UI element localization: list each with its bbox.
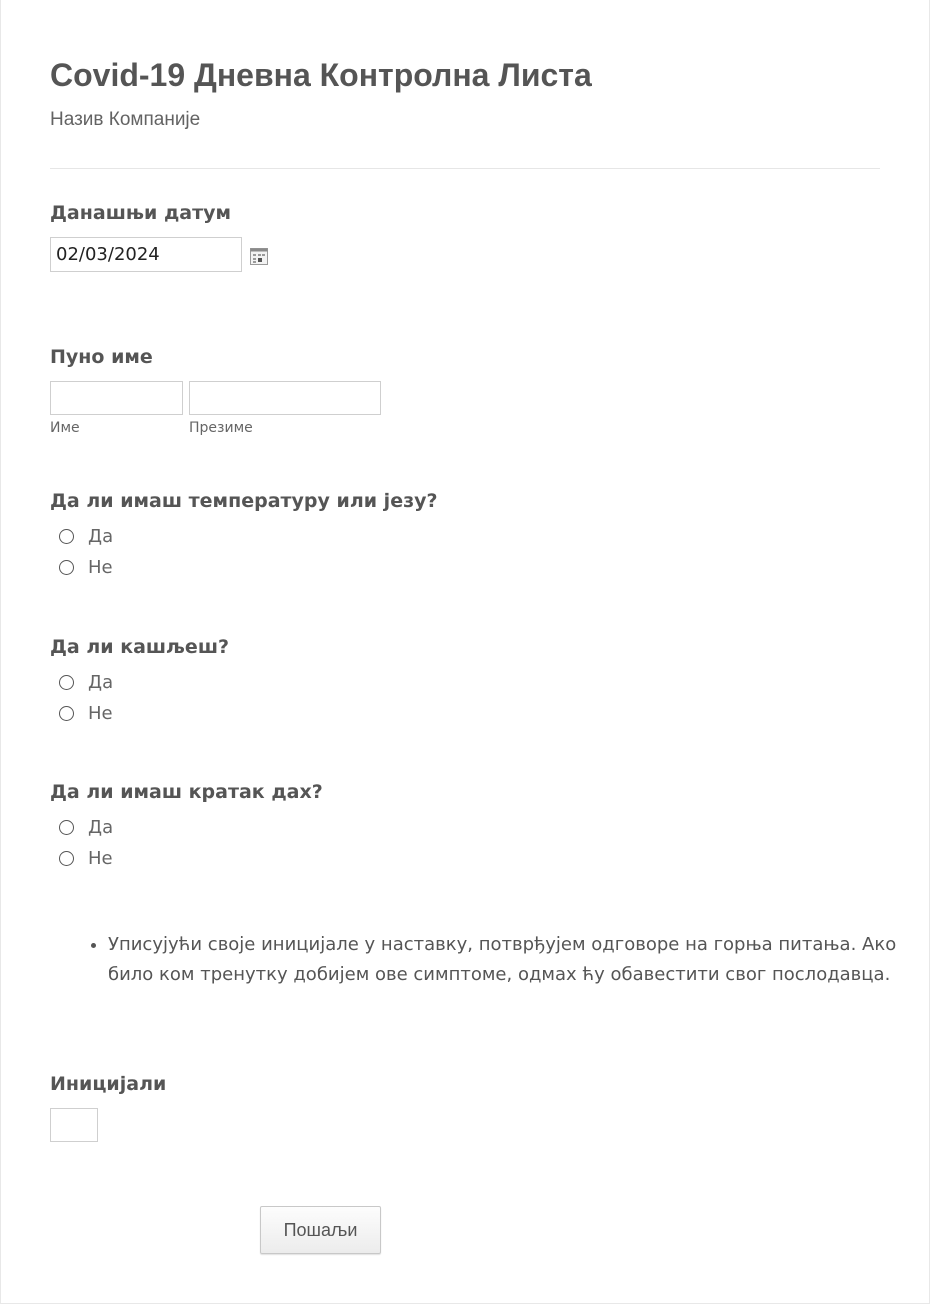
full-name-label: Пуно име	[50, 346, 153, 368]
initials-label: Иницијали	[50, 1073, 167, 1095]
form-header	[50, 56, 880, 132]
radio-breath-no[interactable]	[59, 847, 113, 869]
form-title: Covid-19 Дневна Контролна Листа	[50, 57, 592, 93]
radio-button[interactable]	[59, 820, 74, 835]
date-input[interactable]	[50, 237, 242, 272]
notice-text: • Уписујући своје иницијале у наставку, потврђујем одговоре на горња питања. Ако било ком тренутку добијем ове симптоме, одмах ћу обавестити свог послодавца.	[108, 930, 908, 990]
question-cough-label: Да ли кашљеш?	[50, 636, 230, 658]
radio-label: Не	[88, 847, 113, 869]
question-fever-label: Да ли имаш температуру или језу?	[50, 490, 438, 512]
radio-cough-no[interactable]	[59, 702, 113, 724]
initials-input[interactable]	[50, 1108, 98, 1142]
radio-breath-yes[interactable]	[59, 816, 113, 838]
radio-cough-yes[interactable]	[59, 671, 113, 693]
date-label: Данашњи датум	[50, 202, 232, 224]
last-name-input[interactable]	[189, 381, 381, 415]
header-divider	[50, 168, 880, 169]
question-breath-label: Да ли имаш кратак дах?	[50, 781, 323, 803]
submit-button[interactable]: Пошаљи	[260, 1206, 381, 1254]
calendar-icon[interactable]	[250, 248, 268, 265]
last-name-sublabel: Презиме	[189, 420, 253, 436]
radio-button[interactable]	[59, 529, 74, 544]
radio-button[interactable]	[59, 560, 74, 575]
radio-button[interactable]	[59, 706, 74, 721]
radio-button[interactable]	[59, 675, 74, 690]
radio-label: Не	[88, 556, 113, 578]
radio-label: Да	[88, 816, 114, 838]
form-subtitle: Назив Компаније	[50, 109, 201, 130]
radio-label: Да	[88, 671, 114, 693]
radio-label: Да	[88, 525, 114, 547]
radio-label: Не	[88, 702, 113, 724]
radio-fever-yes[interactable]	[59, 525, 113, 547]
confirmation-notice	[85, 930, 908, 990]
radio-fever-no[interactable]	[59, 556, 113, 578]
first-name-input[interactable]	[50, 381, 183, 415]
radio-button[interactable]	[59, 851, 74, 866]
first-name-sublabel: Име	[50, 420, 80, 436]
